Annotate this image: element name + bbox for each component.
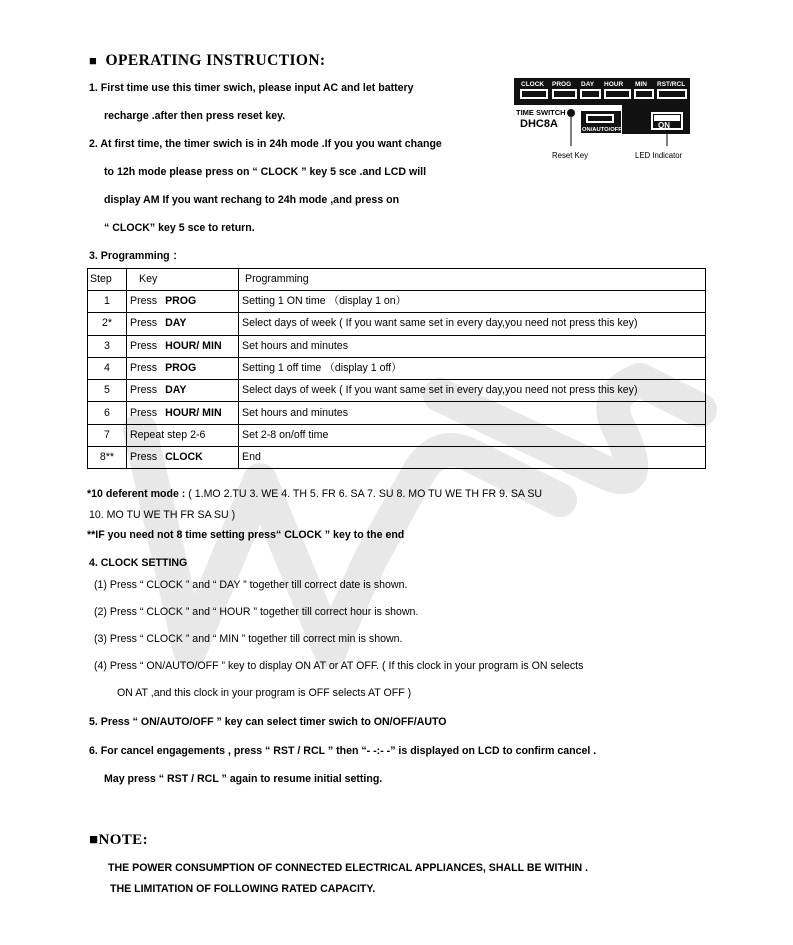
- row-step: 1: [88, 291, 127, 313]
- device-key-min: MIN: [635, 81, 647, 88]
- row-programming: Select days of week ( If you want same set in every day,you need not press this key): [239, 313, 706, 335]
- row-key: Press DAY: [127, 380, 239, 402]
- heading-bullet: ■: [89, 53, 98, 68]
- row-step: 4: [88, 357, 127, 379]
- row-step: 7: [88, 424, 127, 446]
- row-programming: Set hours and minutes: [239, 402, 706, 424]
- row-programming: Set hours and minutes: [239, 335, 706, 357]
- row-step: 2*: [88, 313, 127, 335]
- note-title: ■NOTE:: [89, 832, 148, 848]
- row-step: 5: [88, 380, 127, 402]
- led-indicator-caption: LED Indicator: [635, 151, 683, 160]
- modes-note: **IF you need not 8 time setting press“ CLOCK ” key to the end: [87, 529, 405, 541]
- row-programming: Set 2-8 on/off time: [239, 424, 706, 446]
- row-programming: Select days of week ( If you want same set in every day,you need not press this key): [239, 380, 706, 402]
- instruction-3: 3. Programming ：: [89, 250, 184, 262]
- led-on-label: ON: [658, 121, 670, 130]
- reset-key-caption: Reset Key: [552, 151, 588, 160]
- row-programming: End: [239, 447, 706, 469]
- table-row: [88, 424, 706, 446]
- clock-setting-title: 4. CLOCK SETTING: [89, 557, 188, 569]
- modes-label: *10 deferent mode :: [87, 488, 186, 500]
- row-key: Repeat step 2-6: [127, 424, 239, 446]
- table-header-key: Key: [127, 269, 239, 291]
- table-header-step: Step: [88, 269, 127, 291]
- device-key-day: DAY: [581, 81, 595, 88]
- instruction-2-line1: 2. At first time, the timer swich is in 24h mode .If you you want change: [89, 138, 442, 150]
- device-label-time-switch: TIME SWITCH: [516, 108, 566, 117]
- table-row: [88, 402, 706, 424]
- row-key: Press PROG: [127, 357, 239, 379]
- instruction-2-line4: “ CLOCK” key 5 sce to return.: [104, 222, 255, 234]
- programming-table: [87, 268, 706, 469]
- note-line1: THE POWER CONSUMPTION OF CONNECTED ELECTRICAL APPLIANCES, SHALL BE WITHIN .: [108, 862, 589, 874]
- instruction-6-line1: 6. For cancel engagements , press “ RST / RCL ” then “- -:- -” is displayed on LCD to confirm cancel .: [89, 745, 597, 757]
- instruction-2-line2: to 12h mode please press on “ CLOCK ” key 5 sce .and LCD will: [104, 166, 427, 178]
- row-programming: Setting 1 off time （display 1 off）: [239, 357, 706, 379]
- table-row: [88, 335, 706, 357]
- device-key-hour: HOUR: [604, 81, 624, 88]
- table-row: [88, 447, 706, 469]
- row-step: 8**: [88, 447, 127, 469]
- modes-line2: 10. MO TU WE TH FR SA SU ): [89, 509, 236, 521]
- reset-key-dot: [567, 109, 575, 117]
- row-programming: Setting 1 ON time （display 1 on）: [239, 291, 706, 313]
- timer-device-diagram: [512, 78, 693, 162]
- row-key: Press HOUR/ MIN: [127, 402, 239, 424]
- device-label-onautooff: ON/AUTO/OFF: [582, 127, 622, 133]
- instruction-6-line2: May press “ RST / RCL ” again to resume initial setting.: [104, 773, 383, 785]
- device-key-clock: CLOCK: [521, 81, 545, 88]
- table-row: [88, 357, 706, 379]
- row-key: Press HOUR/ MIN: [127, 335, 239, 357]
- device-key-rstrcl: RST/RCL: [657, 81, 686, 88]
- device-label-model: DHC8A: [520, 118, 558, 130]
- row-step: 6: [88, 402, 127, 424]
- table-header-row: [88, 269, 706, 291]
- instruction-1-line1: 1. First time use this timer swich, please input AC and let battery: [89, 82, 414, 94]
- row-key: Press PROG: [127, 291, 239, 313]
- table-row: [88, 380, 706, 402]
- row-key: Press CLOCK: [127, 447, 239, 469]
- instruction-5: 5. Press “ ON/AUTO/OFF ” key can select timer swich to ON/OFF/AUTO: [89, 716, 447, 728]
- table-row: [88, 313, 706, 335]
- clock-setting-item-2: (2) Press “ CLOCK ” and “ HOUR ” together till correct hour is shown.: [94, 606, 419, 618]
- modes-line1: [87, 488, 542, 500]
- clock-setting-item-3: (3) Press “ CLOCK ” and “ MIN ” together till correct min is shown.: [94, 633, 403, 645]
- clock-setting-item-1: (1) Press “ CLOCK ” and “ DAY ” together till correct date is shown.: [94, 579, 408, 591]
- table-header-programming: Programming: [239, 269, 706, 291]
- heading-title: OPERATING INSTRUCTION:: [105, 52, 326, 69]
- row-key: Press DAY: [127, 313, 239, 335]
- row-step: 3: [88, 335, 127, 357]
- instruction-1-line2: recharge .after then press reset key.: [104, 110, 286, 122]
- device-key-prog: PROG: [552, 81, 572, 88]
- clock-setting-item-4: (4) Press “ ON/AUTO/OFF ” key to display ON AT or AT OFF. ( If this clock in your program is ON selects: [94, 660, 584, 672]
- instruction-2-line3: display AM If you want rechang to 24h mode ,and press on: [104, 194, 400, 206]
- clock-setting-item-4-cont: ON AT ,and this clock in your program is OFF selects AT OFF ): [117, 687, 412, 699]
- section-heading: [89, 52, 326, 70]
- table-row: [88, 291, 706, 313]
- modes-list: ( 1.MO 2.TU 3. WE 4. TH 5. FR 6. SA 7. SU 8. MO TU WE TH FR 9. SA SU: [185, 488, 543, 500]
- note-line2: THE LIMITATION OF FOLLOWING RATED CAPACITY.: [110, 883, 376, 895]
